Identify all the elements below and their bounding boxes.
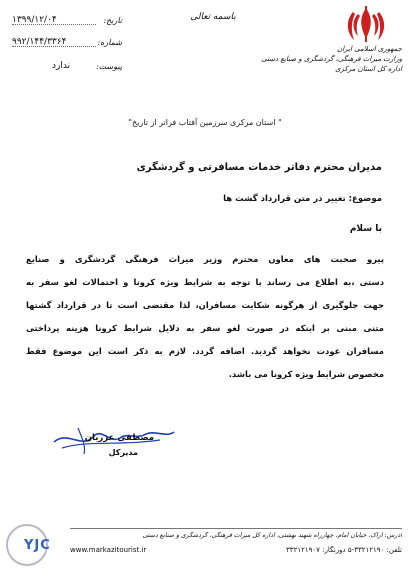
watermark-text: YJC [24,538,51,553]
org-line: اداره کل استان مرکزی [335,65,402,73]
invocation: باسمه تعالی [190,12,236,22]
iran-emblem-icon [344,4,388,44]
footer-website: www.markazitourist.ir [70,546,147,554]
number-label: شماره: [97,38,122,47]
org-line: جمهوری اسلامی ایران [337,45,402,53]
yjc-watermark-logo [6,518,68,570]
signer-name: مصطفی عزریان [84,433,154,443]
date-label: تاریخ: [103,16,122,25]
org-line: وزارت میراث فرهنگی، گردشگری و صنایع دستی [261,55,402,63]
body-line: متنی مبنی بر اینکه در صورت لغو سفر به دلایل شرایط کرونا هزینه پرداختی [26,323,384,333]
date-value: ۱۳۹۹/۱۲/۰۴ [12,15,57,25]
signer-title: مدیرکل [108,448,138,457]
attachment-value: ندارد [52,61,71,71]
body-line: پیرو صحبت های معاون محترم وزیر میراث فرهنگی گردشگری و صنایع [26,254,384,264]
attachment-label: پیوست: [95,62,122,71]
subject-line: موضوع: تغییر در متن قرارداد گشت ها [223,194,382,204]
number-value: ۹۹۲/۱۴۴/۳۳۶۴ [12,37,67,47]
footer-phone: تلفن: ۳۳۲۱۲۱۹۰-۵ دورنگار: ۳۳۲۱۲۱۹۰۷ [286,546,402,554]
organization-name [261,44,402,74]
body-line: جهت جلوگیری از هرگونه شکایت مسافران، لذا مقتضی است تا در قرارداد گشتها [26,300,384,310]
body-line: مخصوص شرایط ویژه کرونا می باشد. [228,369,384,379]
body-line: مسافران عودت نخواهد گردید. اضافه گردد. لازم به ذکر است این موضوع فقط [26,346,384,356]
addressee: مدیران محترم دفاتر خدمات مسافرتی و گردشگری [136,162,382,173]
slogan: " استان مرکزی سرزمین آفتاب فراتر از تاریخ" [128,118,282,127]
footer-address: آدرس: اراک، خیابان امام، چهارراه شهید بهشتی، اداره کل میراث فرهنگی، گردشگری و صنایع دستی [142,532,402,539]
body-line: دستی ،به اطلاع می رساند با توجه به شرایط ویژه کرونا و احتمالات لغو سفر به [26,277,384,287]
greeting: با سلام [349,224,382,234]
letter-body [26,248,384,386]
footer-divider [70,528,402,529]
